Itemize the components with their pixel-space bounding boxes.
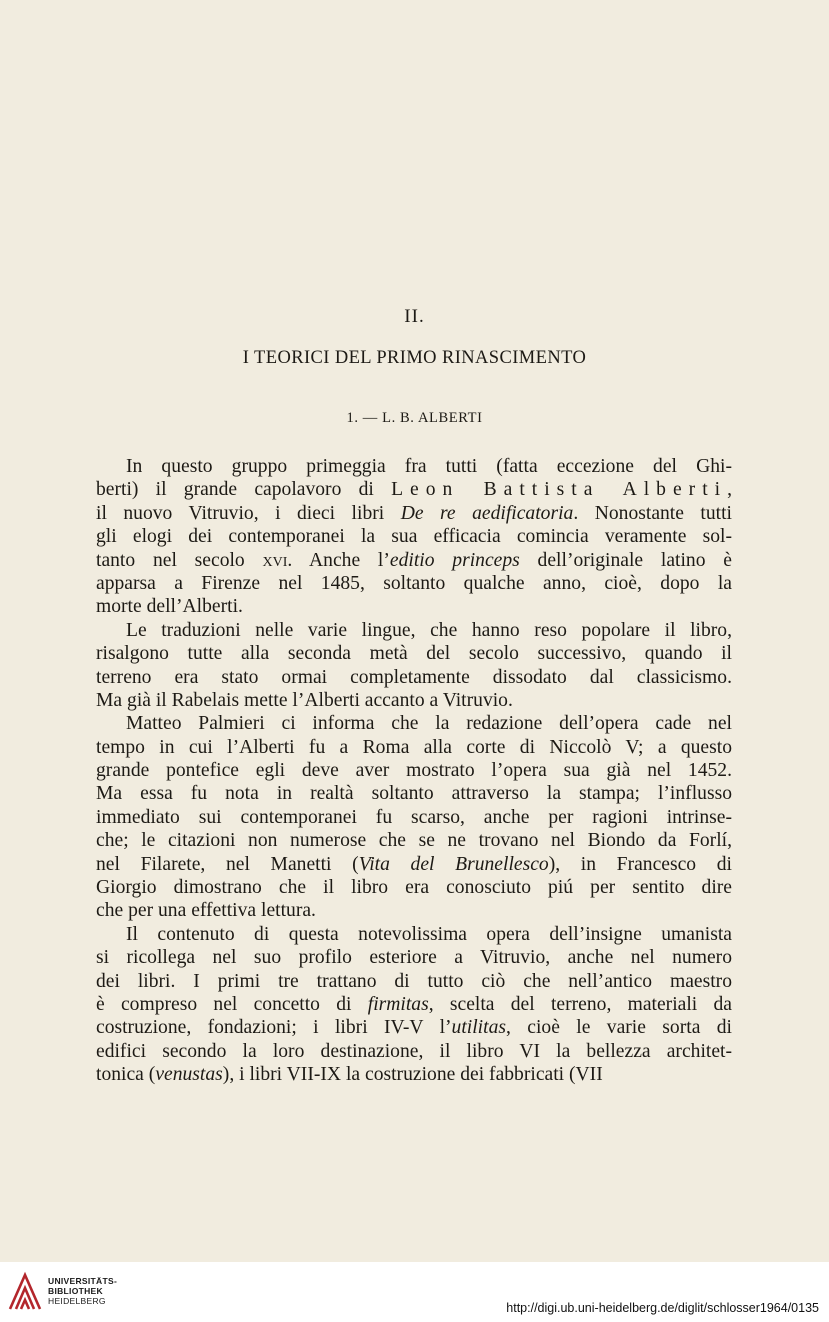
text-segment: Giorgio dimostrano che il libro era conosciuto piú per sentito dire: [96, 877, 732, 899]
text-line: [96, 572, 732, 595]
chapter-number: II.: [404, 306, 425, 327]
text-segment: ), i libri VII-IX la costruzione dei fabbricati (VII: [222, 1064, 603, 1086]
text-segment: che; le citazioni non numerose che se ne trovano nel Biondo da Forlí,: [96, 830, 732, 852]
text-segment: Ma già il Rabelais mette l’Alberti accanto a Vitruvio.: [96, 689, 513, 711]
text-line: [96, 666, 732, 689]
text-segment: Leon Battista Alberti: [391, 479, 728, 501]
text-segment: nel Filarete, nel Manetti (: [96, 853, 359, 875]
text-segment: costruzione, fondazioni; i libri IV-V l’: [96, 1017, 452, 1039]
text-line: [96, 923, 732, 946]
text-segment: . Anche l’: [287, 549, 390, 571]
text-segment: terreno era stato ormai completamente dissodato dal classicismo.: [96, 666, 732, 688]
text-segment: gli elogi dei contemporanei la sua efficacia comincia veramente sol-: [96, 526, 732, 548]
text-segment: grande pontefice egli deve aver mostrato l’opera sua già nel 1452.: [96, 760, 732, 782]
text-line: [96, 525, 732, 548]
text-line: [96, 759, 732, 782]
text-segment: Il contenuto di questa notevolissima opera dell’insigne umanista: [126, 923, 732, 945]
text-segment: immediato sui contemporanei fu scarso, anche per ragioni intrinse-: [96, 806, 732, 828]
section-heading: 1. — L. B. ALBERTI: [346, 410, 483, 426]
text-line: [96, 876, 732, 899]
text-segment: si ricollega nel suo profilo esteriore a Vitruvio, anche nel numero: [96, 947, 732, 969]
text-segment: Matteo Palmieri ci informa che la redazione dell’opera cade nel: [126, 713, 732, 735]
library-name-line: HEIDELBERG: [48, 1296, 106, 1306]
text-line: [96, 970, 732, 993]
text-line: [96, 689, 732, 712]
text-segment: è compreso nel concetto di: [96, 993, 368, 1015]
text-segment: tonica (: [96, 1064, 156, 1086]
text-segment: De re aedificatoria: [400, 502, 574, 524]
text-segment: xvi: [262, 549, 288, 571]
text-segment: , scelta del terreno, materiali da: [428, 993, 732, 1015]
text-line: [96, 829, 732, 852]
text-segment: ), in Francesco di: [548, 853, 732, 875]
text-segment: morte dell’Alberti.: [96, 596, 243, 618]
text-line: [96, 946, 732, 969]
text-segment: editio princeps: [389, 549, 520, 571]
text-line: [96, 549, 732, 572]
library-name: [48, 1276, 117, 1306]
text-line: [96, 595, 732, 618]
text-segment: tanto nel secolo: [96, 549, 263, 571]
text-segment: Le traduzioni nelle varie lingue, che hanno reso popolare il libro,: [126, 619, 732, 641]
text-line: [96, 1063, 732, 1086]
body-text: [96, 455, 732, 1087]
text-line: [96, 993, 732, 1016]
text-segment: . Nonostante tutti: [573, 502, 732, 524]
text-line: [96, 736, 732, 759]
text-line: [96, 455, 732, 478]
chapter-title: I TEORICI DEL PRIMO RINASCIMENTO: [242, 348, 587, 368]
text-line: [96, 1040, 732, 1063]
text-line: [96, 478, 732, 501]
text-segment: risalgono tutte alla seconda metà del secolo successivo, quando il: [96, 643, 732, 665]
text-segment: In questo gruppo primeggia fra tutti (fatta eccezione del Ghi-: [126, 456, 732, 477]
text-segment: tempo in cui l’Alberti fu a Roma alla corte di Niccolò V; a questo: [96, 736, 732, 758]
text-segment: che per una effettiva lettura.: [96, 900, 316, 922]
text-segment: venustas: [155, 1064, 223, 1086]
text-segment: berti) il grande capolavoro di: [96, 479, 392, 501]
text-line: [96, 782, 732, 805]
text-segment: il nuovo Vitruvio, i dieci libri: [96, 502, 401, 524]
text-line: [96, 712, 732, 735]
text-line: [96, 642, 732, 665]
text-line: [96, 619, 732, 642]
text-segment: utilitas: [451, 1017, 506, 1039]
text-segment: dei libri. I primi tre trattano di tutto ciò che nell’antico maestro: [96, 970, 732, 992]
text-segment: edifici secondo la loro destinazione, il libro VI la bellezza architet-: [96, 1040, 732, 1062]
text-segment: Ma essa fu nota in realtà soltanto attraverso la stampa; l’influsso: [96, 783, 732, 805]
text-line: [96, 853, 732, 876]
text-line: [96, 899, 732, 922]
text-line: [96, 502, 732, 525]
library-name-line: UNIVERSITÄTS-: [48, 1276, 118, 1286]
text-segment: Vita del Brunellesco: [358, 853, 549, 875]
text-line: [96, 1016, 732, 1039]
text-segment: dell’originale latino è: [519, 549, 732, 571]
text-segment: , cioè le varie sorta di: [506, 1017, 732, 1039]
source-url[interactable]: http://digi.ub.uni-heidelberg.de/diglit/schlosser1964/0135: [506, 1301, 819, 1315]
library-logo-icon: [8, 1271, 42, 1311]
text-line: [96, 806, 732, 829]
text-segment: ,: [727, 479, 732, 501]
text-segment: firmitas: [367, 993, 429, 1015]
library-name-line: BIBLIOTHEK: [48, 1286, 103, 1296]
text-segment: apparsa a Firenze nel 1485, soltanto qualche anno, cioè, dopo la: [96, 572, 732, 594]
